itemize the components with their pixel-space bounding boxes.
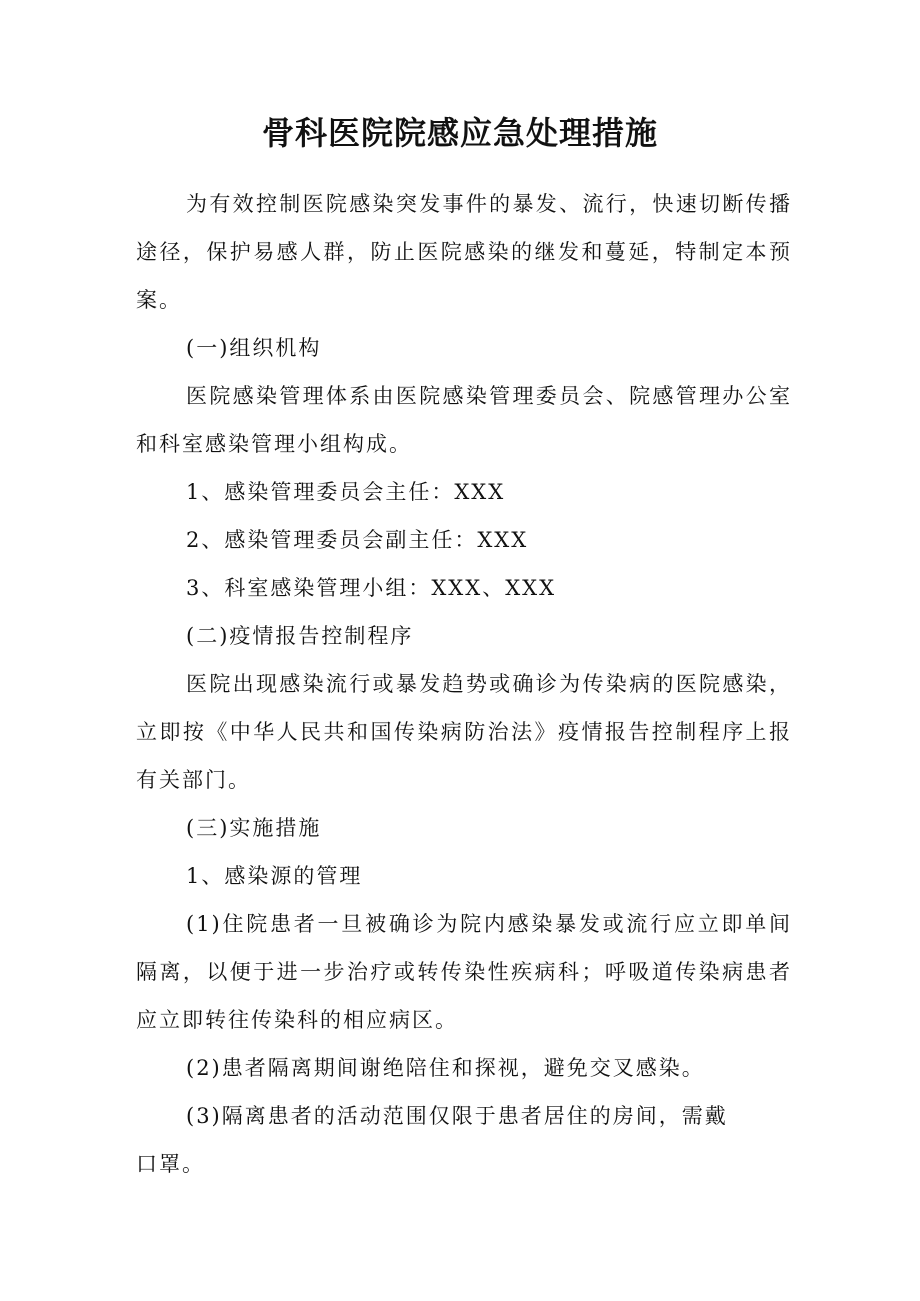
measure-item-2: (2)患者隔离期间谢绝陪住和探视，避免交叉感染。 bbox=[186, 1056, 705, 1080]
section-heading-measures: (三)实施措施 bbox=[186, 816, 322, 840]
intro-paragraph: 为有效控制医院感染突发事件的暴发、流行，快速切断传播途径，保护易感人群，防止医院感染的继发和蔓延，特制定本预案。 bbox=[136, 192, 792, 312]
list-item-director: 1、感染管理委员会主任：XXX bbox=[186, 480, 506, 504]
list-item-department-group: 3、科室感染管理小组：XXX、XXX bbox=[186, 576, 557, 600]
document-body bbox=[136, 180, 792, 1188]
measure-item-3-continuation: 口罩。 bbox=[136, 1152, 205, 1176]
section-heading-reporting: (二)疫情报告控制程序 bbox=[186, 624, 414, 648]
section-heading-organization: (一)组织机构 bbox=[186, 336, 322, 360]
measure-item-1: (1)住院患者一旦被确诊为院内感染暴发或流行应立即单间隔离，以便于进一步治疗或转传染性疾病科；呼吸道传染病患者应立即转往传染科的相应病区。 bbox=[136, 912, 792, 1032]
subheading-source-management: 1、感染源的管理 bbox=[186, 864, 363, 888]
list-item-deputy-director: 2、感染管理委员会副主任：XXX bbox=[186, 528, 529, 552]
measure-item-3: (3)隔离患者的活动范围仅限于患者居住的房间，需戴 bbox=[186, 1104, 728, 1128]
organization-paragraph: 医院感染管理体系由医院感染管理委员会、院感管理办公室和科室感染管理小组构成。 bbox=[136, 384, 792, 456]
document-title: 骨科医院院感应急处理措施 bbox=[261, 114, 658, 152]
reporting-paragraph: 医院出现感染流行或暴发趋势或确诊为传染病的医院感染，立即按《中华人民共和国传染病防治法》疫情报告控制程序上报有关部门。 bbox=[136, 672, 792, 792]
